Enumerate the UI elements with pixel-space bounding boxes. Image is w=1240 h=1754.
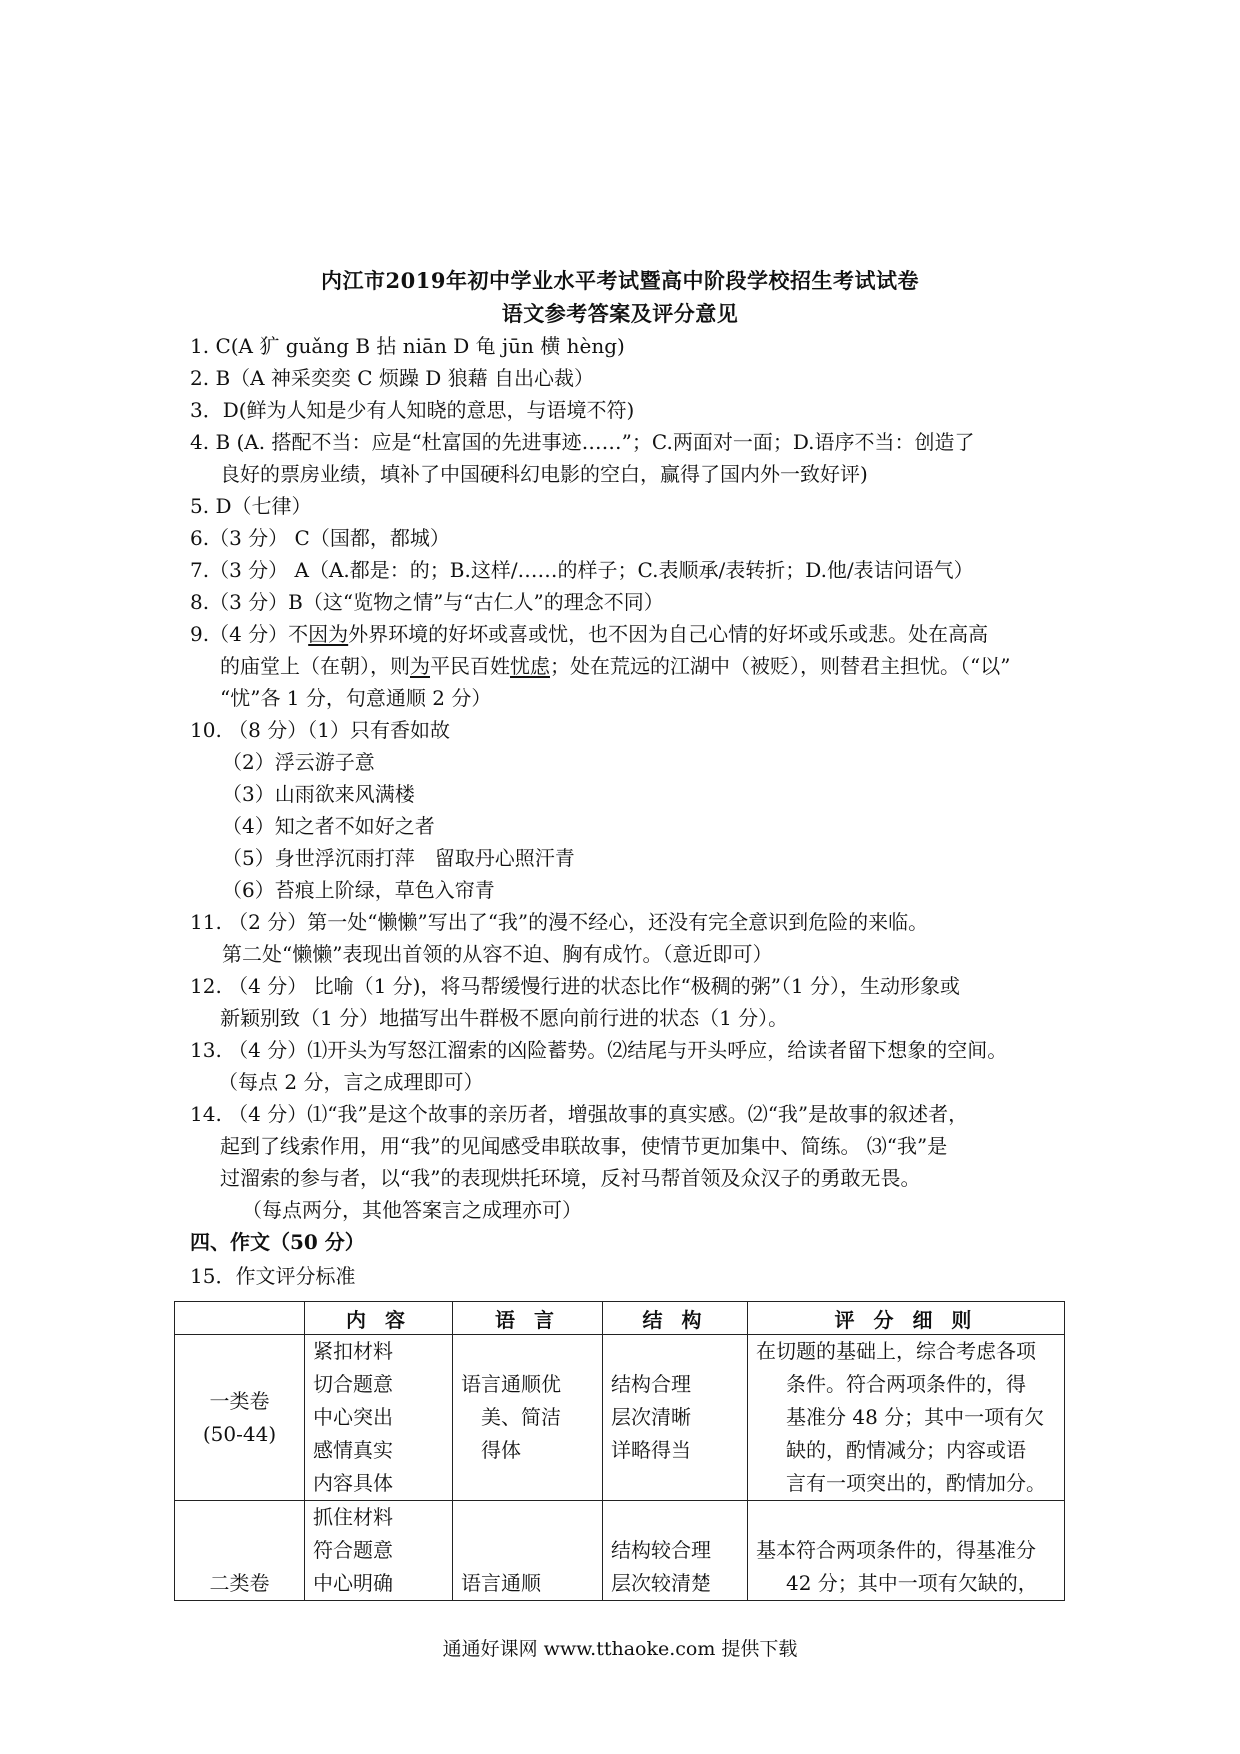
answer-11-line-2: 第二处“懒懒”表现出首领的从容不迫、胸有成竹。（意近即可） [222, 942, 773, 966]
cell-line: 语言通顺 [461, 1571, 541, 1595]
header-cell-content: 内 容 [305, 1302, 453, 1335]
cell-line: 中心明确 [313, 1571, 393, 1595]
answer-10-line-3: （3）山雨欲来风满楼 [222, 782, 415, 806]
answer-5: 5. D（七律） [190, 494, 312, 518]
underlined-key-word: 因为 [308, 622, 349, 646]
cell-line: 在切题的基础上，综合考虑各项 [756, 1339, 1036, 1363]
structure-cell [603, 1335, 748, 1501]
header-cell-language: 语 言 [453, 1302, 603, 1335]
cell-line: 42 分；其中一项有欠缺的， [786, 1571, 1038, 1595]
answer-12-line-1: 12. （4 分） 比喻（1 分)，将马帮缓慢行进的状态比作“极稠的粥”（1 分），生动形象或 [190, 974, 961, 998]
cell-line: 基准分 48 分；其中一项有欠 [786, 1405, 1045, 1429]
footer-source-line: 通通好课网 www.tthaoke.com 提供下载 [442, 1638, 798, 1660]
cell-line: 基本符合两项条件的，得基准分 [756, 1538, 1036, 1562]
answer-12-line-2: 新颖别致（1 分）地描写出牛群极不愿向前行进的状态（1 分）。 [220, 1006, 789, 1030]
structure-cell [603, 1501, 748, 1601]
answer-14-line-3: 过溜索的参与者，以“我”的表现烘托环境，反衬马帮首领及众汉子的勇敢无畏。 [220, 1166, 921, 1190]
cell-line: 紧扣材料 [313, 1339, 393, 1363]
table-row [175, 1501, 1065, 1601]
cell-line: 详略得当 [611, 1438, 691, 1462]
cell-line: 得体 [481, 1438, 521, 1462]
cell-line: 美、简洁 [481, 1405, 561, 1429]
table-header-row [175, 1302, 1065, 1335]
answer-9-line-2 [220, 654, 1010, 678]
answer-11-line-1: 11. （2 分）第一处“懒懒”写出了“我”的漫不经心，还没有完全意识到危险的来临。 [190, 910, 929, 934]
cell-line: 抓住材料 [313, 1505, 393, 1529]
cell-line: 结构合理 [611, 1372, 691, 1396]
cell-line: 中心突出 [313, 1405, 393, 1429]
cell-line: 缺的，酌情减分；内容或语 [786, 1438, 1026, 1462]
answer-6: 6.（3 分） C（国都，都城） [190, 526, 450, 550]
answer-10-line-1: 10. （8 分）（1）只有香如故 [190, 718, 450, 742]
exam-subtitle: 语文参考答案及评分意见 [501, 301, 739, 326]
cell-line: 感情真实 [313, 1438, 393, 1462]
header-cell-rules: 评 分 细 则 [748, 1302, 1065, 1335]
underlined-key-word: 忧虑 [510, 654, 550, 678]
answer-2: 2. B（A 神采奕奕 C 烦躁 D 狼藉 自出心裁） [190, 366, 595, 390]
answer-7: 7.（3 分） A（A.都是：的；B.这样/……的样子；C.表顺承/表转折；D.他/表诘问语气） [190, 558, 974, 582]
table-row [175, 1335, 1065, 1501]
section-4-heading: 四、作文（50 分） [190, 1230, 365, 1254]
answer-14-line-2: 起到了线索作用，用“我”的见闻感受串联故事，使情节更加集中、简练。 ⑶“我”是 [220, 1134, 948, 1158]
header-cell [175, 1302, 305, 1335]
cell-line: 内容具体 [313, 1471, 393, 1495]
language-cell [453, 1501, 603, 1601]
exam-title: 内江市2019年初中学业水平考试暨高中阶段学校招生考试试卷 [321, 268, 919, 293]
cell-line: 条件。符合两项条件的，得 [786, 1372, 1026, 1396]
answer-14-line-4: （每点两分，其他答案言之成理亦可） [242, 1198, 582, 1222]
answer-1: 1. C(A 犷 guǎng B 拈 niān D 龟 jūn 横 hèng) [190, 334, 625, 358]
cell-line: 言有一项突出的，酌情加分。 [786, 1471, 1046, 1495]
text-span: 外界环境的好坏或喜或忧，也不因为自己心情的好坏或乐或悲。处在高高 [348, 622, 989, 646]
answer-10-line-2: （2）浮云游子意 [222, 750, 375, 774]
answer-9-line-3: “忧”各 1 分，句意通顺 2 分） [220, 686, 492, 710]
answer-13-line-2: （每点 2 分，言之成理即可） [218, 1070, 484, 1094]
answer-3: 3．D(鲜为人知是少有人知晓的意思，与语境不符) [190, 398, 635, 422]
rules-cell [748, 1335, 1065, 1501]
content-cell [305, 1335, 453, 1501]
rules-cell [748, 1501, 1065, 1601]
grade-name: 一类卷 [209, 1388, 270, 1413]
answer-4-line-2: 良好的票房业绩，填补了中国硬科幻电影的空白，赢得了国内外一致好评) [220, 462, 868, 486]
essay-scoring-table [174, 1301, 1065, 1601]
item-15-title: 15．作文评分标准 [190, 1264, 356, 1288]
answer-4-line-1: 4. B (A. 搭配不当：应是“杜富国的先进事迹……”；C.两面对一面；D.语序不当：创造了 [190, 430, 975, 454]
header-cell-structure: 结 构 [603, 1302, 748, 1335]
cell-line: 层次较清楚 [611, 1571, 711, 1595]
text-span: 平民百姓 [430, 654, 510, 678]
answer-14-line-1: 14. （4 分）⑴“我”是这个故事的亲历者，增强故事的真实感。⑵“我”是故事的叙述者， [190, 1102, 969, 1126]
grade-cell [175, 1501, 305, 1601]
cell-line: 层次清晰 [611, 1405, 691, 1429]
text-span: ；处在荒远的江湖中（被贬），则替君主担忧。（“以” [550, 654, 1011, 678]
grade-cell [175, 1335, 305, 1501]
answer-10-line-6: （6）苔痕上阶绿，草色入帘青 [222, 878, 495, 902]
cell-line: 切合题意 [313, 1372, 393, 1396]
grade-range: (50-44) [202, 1421, 277, 1446]
answer-8: 8.（3 分）B（这“览物之情”与“古仁人”的理念不同） [190, 590, 664, 614]
grade-name: 二类卷 [209, 1571, 270, 1595]
cell-line: 语言通顺优 [461, 1372, 561, 1396]
text-span: 的庙堂上（在朝），则 [220, 654, 410, 678]
answer-9-line-1 [190, 622, 988, 646]
cell-line: 结构较合理 [611, 1538, 711, 1562]
text-span: 9.（4 分）不 [190, 622, 309, 646]
answer-10-line-4: （4）知之者不如好之者 [222, 814, 435, 838]
language-cell [453, 1335, 603, 1501]
answer-13-line-1: 13. （4 分）⑴开头为写怒江溜索的凶险蓄势。⑵结尾与开头呼应，给读者留下想象的空间。 [190, 1038, 1008, 1062]
cell-line: 符合题意 [313, 1538, 393, 1562]
answer-10-line-5: （5）身世浮沉雨打萍 留取丹心照汗青 [222, 846, 575, 870]
underlined-key-word: 为 [410, 654, 430, 678]
content-cell [305, 1501, 453, 1601]
